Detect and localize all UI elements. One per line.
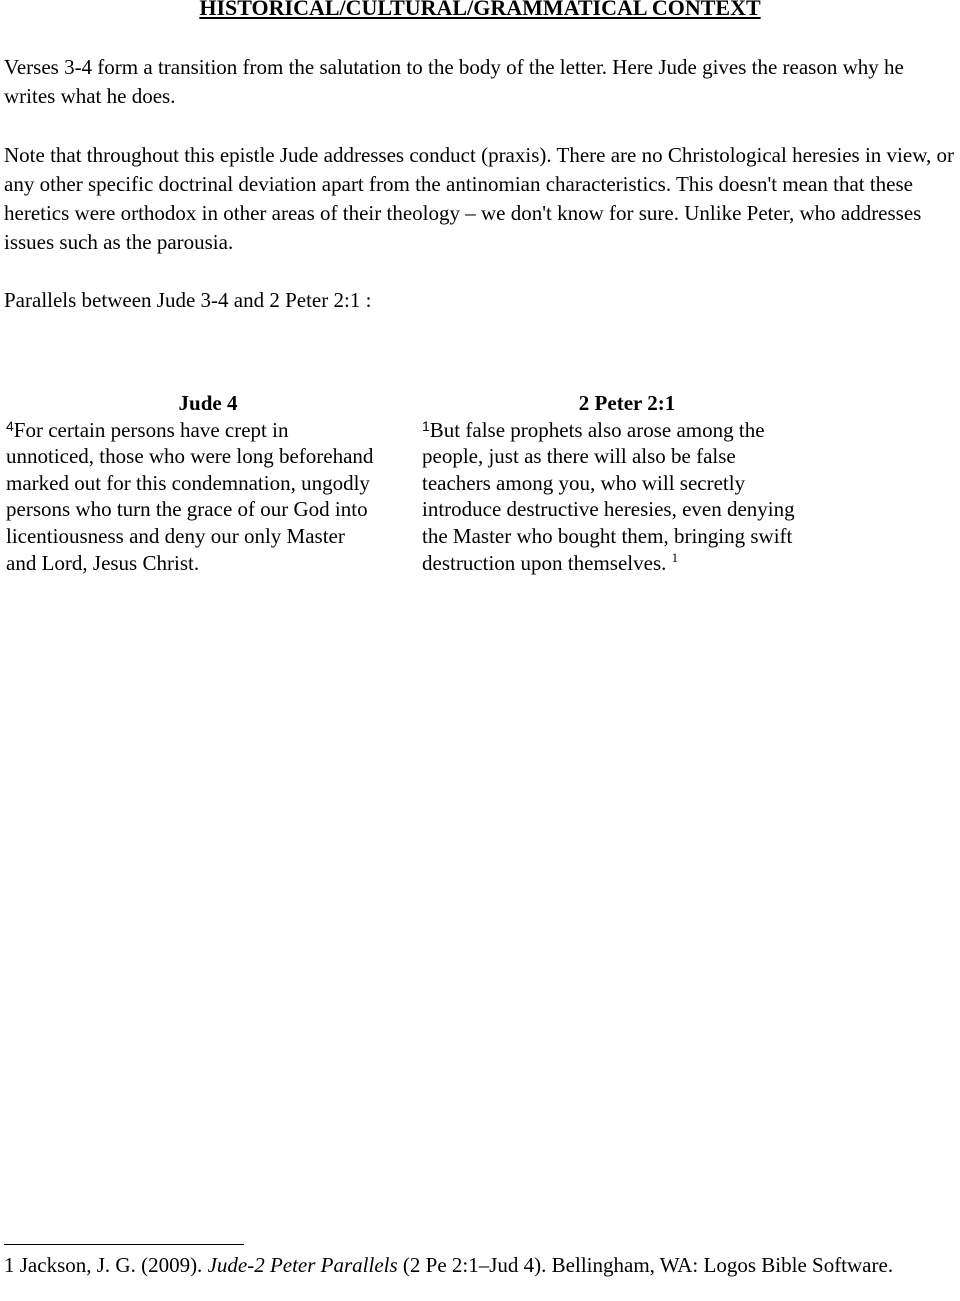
footnote-reference[interactable]: 1 [671,549,679,565]
verse-line [422,417,842,444]
footnote-details: (2 Pe 2:1–Jud 4). Bellingham, WA: Logos Bible Software. [402,1253,894,1277]
footnote-author: Jackson, J. G. (2009). [19,1253,203,1277]
page-title: HISTORICAL/CULTURAL/GRAMMATICAL CONTEXT [199,0,761,20]
footnote-number: 1 [4,1253,15,1277]
verse-line: persons who turn the grace of our God into [6,497,368,522]
2-peter-2-1-heading: 2 Peter 2:1 [578,391,676,415]
jude-4-heading: Jude 4 [178,391,238,415]
verse-line-text: For certain persons have crept in [13,417,289,442]
verse-number: 1 [422,417,430,434]
verse-line: unnoticed, those who were long beforehand [6,444,374,469]
verse-line: teachers among you, who will secretly [422,470,746,495]
verse-line: people, just as there will also be false [422,444,736,469]
intro-paragraph: Verses 3-4 form a transition from the salutation to the body of the letter. Here Jude gives the reason why he writes what he does. [4,55,904,108]
verse-line: the Master who bought them, bringing swift [422,523,793,548]
conduct-paragraph: Note that throughout this epistle Jude addresses conduct (praxis). There are no Christological heresies in view, or any other specific doctrinal deviation apart from the antinomian characteristics. This doesn't mean that these heretics were orthodox in other areas of their theology – we don't know for sure. Unlike Peter, who addresses issues such as the parousia. [4,143,955,254]
jude-4-text [6,417,416,577]
verse-line-text: destruction upon themselves. [422,550,667,575]
verse-line [6,417,416,444]
verse-line [422,550,842,577]
verse-number: 4 [6,417,14,434]
footnote-divider [4,1244,244,1245]
footnote [4,1251,944,1279]
footnote-work-title: Jude-2 Peter Parallels [207,1253,398,1277]
verse-line: and Lord, Jesus Christ. [6,550,200,575]
2-peter-2-1-text [422,417,842,577]
2-peter-2-1-column [422,390,842,576]
parallels-intro: Parallels between Jude 3-4 and 2 Peter 2:1 : [4,288,372,312]
verse-line-text: But false prophets also arose among the [429,417,765,442]
jude-4-column [6,390,416,576]
verse-line: introduce destructive heresies, even denying [422,497,795,522]
verse-line: licentiousness and deny our only Master [6,523,345,548]
verse-line: marked out for this condemnation, ungodly [6,470,370,495]
